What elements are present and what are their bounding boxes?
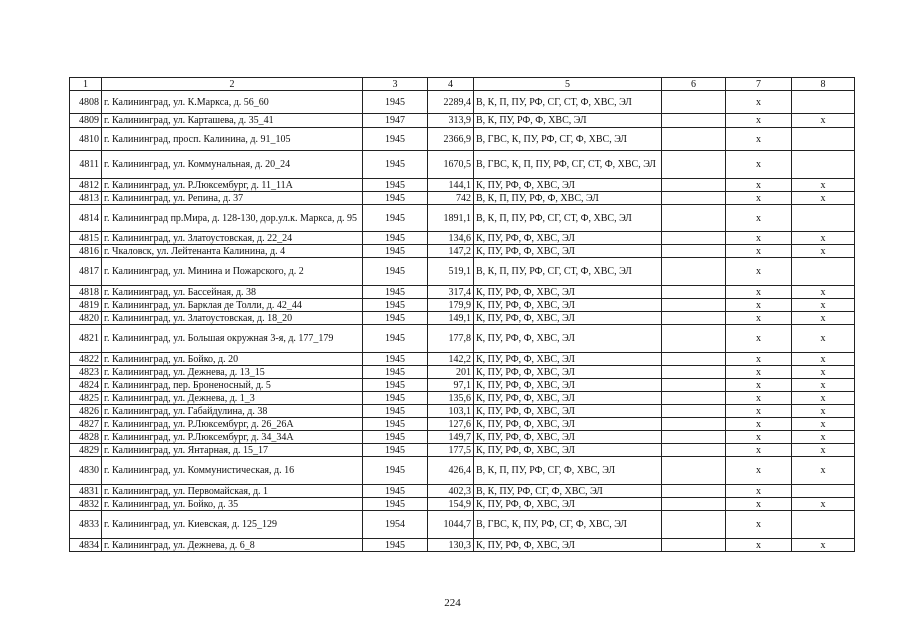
cell-area: 1670,5	[428, 151, 474, 179]
cell-systems: К, ПУ, РФ, Ф, ХВС, ЭЛ	[474, 353, 662, 366]
header-row	[70, 78, 855, 91]
cell-col8-mark: х	[792, 114, 855, 128]
cell-year: 1945	[363, 128, 428, 151]
cell-col7-mark: х	[726, 205, 792, 232]
cell-systems: В, К, П, ПУ, РФ, Ф, ХВС, ЭЛ	[474, 192, 662, 205]
cell-record-number: 4816	[70, 245, 102, 258]
cell-record-number: 4825	[70, 392, 102, 405]
cell-col7-mark: х	[726, 431, 792, 444]
cell-record-number: 4821	[70, 325, 102, 353]
cell-col7-mark: х	[726, 511, 792, 539]
cell-year: 1945	[363, 192, 428, 205]
cell-address: г. Калининград пр.Мира, д. 128-130, дор.ул.к. Маркса, д. 95	[102, 205, 363, 232]
cell-record-number: 4827	[70, 418, 102, 431]
cell-area: 519,1	[428, 258, 474, 286]
cell-address: г. Калининград, ул. Златоустовская, д. 18_20	[102, 312, 363, 325]
table-row	[70, 286, 855, 299]
cell-record-number: 4810	[70, 128, 102, 151]
cell-record-number: 4815	[70, 232, 102, 245]
cell-col7-mark: х	[726, 91, 792, 114]
cell-record-number: 4828	[70, 431, 102, 444]
cell-systems: К, ПУ, РФ, Ф, ХВС, ЭЛ	[474, 312, 662, 325]
cell-area: 149,1	[428, 312, 474, 325]
cell-area: 135,6	[428, 392, 474, 405]
cell-area: 742	[428, 192, 474, 205]
cell-year: 1945	[363, 245, 428, 258]
cell-col6	[662, 192, 726, 205]
col-header-6: 6	[662, 78, 726, 91]
cell-col6	[662, 91, 726, 114]
cell-col8-mark: х	[792, 245, 855, 258]
cell-address: г. Калининград, ул. Дежнева, д. 13_15	[102, 366, 363, 379]
cell-area: 142,2	[428, 353, 474, 366]
cell-area: 313,9	[428, 114, 474, 128]
col-header-2: 2	[102, 78, 363, 91]
cell-year: 1954	[363, 511, 428, 539]
table-row	[70, 232, 855, 245]
table-row	[70, 392, 855, 405]
cell-record-number: 4813	[70, 192, 102, 205]
cell-year: 1945	[363, 232, 428, 245]
cell-year: 1945	[363, 498, 428, 511]
cell-col8-mark: х	[792, 286, 855, 299]
cell-record-number: 4814	[70, 205, 102, 232]
cell-col8-mark: х	[792, 379, 855, 392]
cell-record-number: 4808	[70, 91, 102, 114]
cell-record-number: 4830	[70, 457, 102, 485]
cell-col8-mark: х	[792, 405, 855, 418]
cell-systems: В, К, П, ПУ, РФ, СГ, СТ, Ф, ХВС, ЭЛ	[474, 205, 662, 232]
cell-col6	[662, 431, 726, 444]
cell-year: 1945	[363, 366, 428, 379]
cell-year: 1945	[363, 205, 428, 232]
cell-year: 1945	[363, 258, 428, 286]
cell-systems: К, ПУ, РФ, Ф, ХВС, ЭЛ	[474, 431, 662, 444]
cell-year: 1945	[363, 444, 428, 457]
cell-year: 1947	[363, 114, 428, 128]
cell-address: г. Калининград, просп. Калинина, д. 91_105	[102, 128, 363, 151]
cell-col7-mark: х	[726, 457, 792, 485]
cell-systems: К, ПУ, РФ, Ф, ХВС, ЭЛ	[474, 444, 662, 457]
table-row	[70, 379, 855, 392]
cell-year: 1945	[363, 379, 428, 392]
table-row	[70, 498, 855, 511]
cell-address: г. Калининград, ул. Барклая де Толли, д. 42_44	[102, 299, 363, 312]
cell-address: г. Калининград, ул. Коммунистическая, д. 16	[102, 457, 363, 485]
cell-year: 1945	[363, 392, 428, 405]
cell-col7-mark: х	[726, 405, 792, 418]
cell-year: 1945	[363, 299, 428, 312]
table-body	[70, 91, 855, 552]
cell-systems: В, К, П, ПУ, РФ, СГ, СТ, Ф, ХВС, ЭЛ	[474, 91, 662, 114]
cell-col8-mark: х	[792, 444, 855, 457]
cell-record-number: 4817	[70, 258, 102, 286]
cell-col8-mark: х	[792, 299, 855, 312]
cell-col8-mark: х	[792, 392, 855, 405]
cell-address: г. Калининград, ул. Р.Люксембург, д. 26_26А	[102, 418, 363, 431]
cell-col8-mark: х	[792, 232, 855, 245]
cell-area: 177,5	[428, 444, 474, 457]
table-row	[70, 91, 855, 114]
cell-year: 1945	[363, 485, 428, 498]
cell-systems: К, ПУ, РФ, Ф, ХВС, ЭЛ	[474, 245, 662, 258]
table-row	[70, 405, 855, 418]
cell-col7-mark: х	[726, 379, 792, 392]
cell-address: г. Калининград, ул. Р.Люксембург, д. 11_11А	[102, 179, 363, 192]
table-row	[70, 485, 855, 498]
cell-col6	[662, 128, 726, 151]
cell-systems: К, ПУ, РФ, Ф, ХВС, ЭЛ	[474, 539, 662, 552]
cell-col7-mark: х	[726, 151, 792, 179]
cell-year: 1945	[363, 91, 428, 114]
cell-col7-mark: х	[726, 245, 792, 258]
cell-area: 201	[428, 366, 474, 379]
page-number: 224	[444, 597, 461, 609]
cell-year: 1945	[363, 457, 428, 485]
cell-area: 134,6	[428, 232, 474, 245]
cell-record-number: 4809	[70, 114, 102, 128]
cell-record-number: 4831	[70, 485, 102, 498]
cell-col6	[662, 245, 726, 258]
cell-record-number: 4834	[70, 539, 102, 552]
cell-record-number: 4820	[70, 312, 102, 325]
cell-address: г. Калининград, ул. Карташева, д. 35_41	[102, 114, 363, 128]
cell-address: г. Калининград, ул. Репина, д. 37	[102, 192, 363, 205]
cell-record-number: 4826	[70, 405, 102, 418]
cell-systems: В, К, ПУ, РФ, Ф, ХВС, ЭЛ	[474, 114, 662, 128]
cell-col6	[662, 457, 726, 485]
cell-record-number: 4819	[70, 299, 102, 312]
cell-record-number: 4822	[70, 353, 102, 366]
cell-col8-mark: х	[792, 192, 855, 205]
cell-address: г. Калининград, ул. Златоустовская, д. 22_24	[102, 232, 363, 245]
cell-col6	[662, 299, 726, 312]
cell-systems: В, К, П, ПУ, РФ, СГ, СТ, Ф, ХВС, ЭЛ	[474, 258, 662, 286]
cell-area: 1044,7	[428, 511, 474, 539]
table-row	[70, 114, 855, 128]
cell-address: г. Калининград, ул. Дежнева, д. 6_8	[102, 539, 363, 552]
cell-col6	[662, 418, 726, 431]
cell-col8-mark: х	[792, 353, 855, 366]
cell-area: 127,6	[428, 418, 474, 431]
cell-col6	[662, 498, 726, 511]
table-row	[70, 511, 855, 539]
cell-area: 402,3	[428, 485, 474, 498]
cell-area: 317,4	[428, 286, 474, 299]
table-row	[70, 457, 855, 485]
cell-col8-mark: х	[792, 418, 855, 431]
cell-col6	[662, 379, 726, 392]
cell-address: г. Калининград, ул. Большая окружная 3-я, д. 177_179	[102, 325, 363, 353]
cell-area: 147,2	[428, 245, 474, 258]
cell-col6	[662, 232, 726, 245]
cell-col7-mark: х	[726, 366, 792, 379]
cell-col8-mark: х	[792, 457, 855, 485]
cell-area: 426,4	[428, 457, 474, 485]
cell-record-number: 4818	[70, 286, 102, 299]
table-row	[70, 128, 855, 151]
cell-area: 97,1	[428, 379, 474, 392]
col-header-7: 7	[726, 78, 792, 91]
cell-area: 130,3	[428, 539, 474, 552]
cell-address: г. Калининград, ул. Первомайская, д. 1	[102, 485, 363, 498]
cell-col7-mark: х	[726, 485, 792, 498]
cell-col6	[662, 392, 726, 405]
col-header-4: 4	[428, 78, 474, 91]
cell-col7-mark: х	[726, 128, 792, 151]
cell-area: 103,1	[428, 405, 474, 418]
cell-year: 1945	[363, 286, 428, 299]
cell-address: г. Калининград, ул. Янтарная, д. 15_17	[102, 444, 363, 457]
cell-year: 1945	[363, 539, 428, 552]
cell-col8-mark: х	[792, 498, 855, 511]
cell-record-number: 4823	[70, 366, 102, 379]
cell-col7-mark: х	[726, 392, 792, 405]
cell-col8-mark	[792, 205, 855, 232]
cell-col7-mark: х	[726, 325, 792, 353]
cell-systems: К, ПУ, РФ, Ф, ХВС, ЭЛ	[474, 286, 662, 299]
cell-address: г. Калининград, пер. Броненосный, д. 5	[102, 379, 363, 392]
cell-address: г. Калининград, ул. Минина и Пожарского, д. 2	[102, 258, 363, 286]
cell-col8-mark	[792, 128, 855, 151]
cell-col8-mark: х	[792, 325, 855, 353]
cell-address: г. Калининград, ул. Дежнева, д. 1_3	[102, 392, 363, 405]
cell-systems: В, ГВС, К, ПУ, РФ, СГ, Ф, ХВС, ЭЛ	[474, 511, 662, 539]
cell-address: г. Калининград, ул. Коммунальная, д. 20_24	[102, 151, 363, 179]
cell-area: 149,7	[428, 431, 474, 444]
cell-col7-mark: х	[726, 418, 792, 431]
cell-col8-mark	[792, 511, 855, 539]
cell-record-number: 4824	[70, 379, 102, 392]
table-row	[70, 192, 855, 205]
cell-year: 1945	[363, 405, 428, 418]
cell-systems: В, ГВС, К, ПУ, РФ, СГ, Ф, ХВС, ЭЛ	[474, 128, 662, 151]
cell-systems: К, ПУ, РФ, Ф, ХВС, ЭЛ	[474, 405, 662, 418]
col-header-1: 1	[70, 78, 102, 91]
cell-col8-mark: х	[792, 366, 855, 379]
cell-col7-mark: х	[726, 114, 792, 128]
table-row	[70, 539, 855, 552]
cell-systems: В, ГВС, К, П, ПУ, РФ, СГ, СТ, Ф, ХВС, ЭЛ	[474, 151, 662, 179]
cell-record-number: 4811	[70, 151, 102, 179]
cell-col8-mark	[792, 485, 855, 498]
table-row	[70, 353, 855, 366]
cell-col6	[662, 179, 726, 192]
cell-address: г. Калининград, ул. Бассейная, д. 38	[102, 286, 363, 299]
table-row	[70, 418, 855, 431]
cell-col7-mark: х	[726, 539, 792, 552]
cell-year: 1945	[363, 179, 428, 192]
cell-col7-mark: х	[726, 312, 792, 325]
cell-col8-mark: х	[792, 179, 855, 192]
cell-area: 179,9	[428, 299, 474, 312]
cell-address: г. Калининград, ул. Р.Люксембург, д. 34_34А	[102, 431, 363, 444]
cell-col6	[662, 258, 726, 286]
cell-record-number: 4812	[70, 179, 102, 192]
cell-year: 1945	[363, 312, 428, 325]
registry-table	[69, 77, 855, 552]
cell-address: г. Калининград, ул. Габайдулина, д. 38	[102, 405, 363, 418]
cell-col8-mark	[792, 91, 855, 114]
cell-systems: К, ПУ, РФ, Ф, ХВС, ЭЛ	[474, 498, 662, 511]
cell-year: 1945	[363, 418, 428, 431]
cell-address: г. Калининград, ул. Бойко, д. 35	[102, 498, 363, 511]
cell-col8-mark: х	[792, 539, 855, 552]
cell-systems: К, ПУ, РФ, Ф, ХВС, ЭЛ	[474, 325, 662, 353]
col-header-5: 5	[474, 78, 662, 91]
table-row	[70, 205, 855, 232]
cell-systems: В, К, ПУ, РФ, СГ, Ф, ХВС, ЭЛ	[474, 485, 662, 498]
cell-col6	[662, 151, 726, 179]
cell-area: 2289,4	[428, 91, 474, 114]
cell-col7-mark: х	[726, 444, 792, 457]
cell-address: г. Калининград, ул. К.Маркса, д. 56_60	[102, 91, 363, 114]
cell-year: 1945	[363, 325, 428, 353]
cell-year: 1945	[363, 431, 428, 444]
cell-systems: К, ПУ, РФ, Ф, ХВС, ЭЛ	[474, 379, 662, 392]
cell-year: 1945	[363, 151, 428, 179]
table-row	[70, 151, 855, 179]
cell-record-number: 4833	[70, 511, 102, 539]
cell-record-number: 4832	[70, 498, 102, 511]
table-row	[70, 444, 855, 457]
cell-col8-mark	[792, 151, 855, 179]
cell-col7-mark: х	[726, 192, 792, 205]
cell-col6	[662, 366, 726, 379]
cell-record-number: 4829	[70, 444, 102, 457]
table-row	[70, 245, 855, 258]
cell-systems: К, ПУ, РФ, Ф, ХВС, ЭЛ	[474, 232, 662, 245]
cell-col7-mark: х	[726, 353, 792, 366]
table-row	[70, 258, 855, 286]
table-row	[70, 179, 855, 192]
cell-col6	[662, 114, 726, 128]
cell-col7-mark: х	[726, 179, 792, 192]
cell-systems: К, ПУ, РФ, Ф, ХВС, ЭЛ	[474, 366, 662, 379]
cell-col6	[662, 405, 726, 418]
cell-area: 154,9	[428, 498, 474, 511]
table-row	[70, 312, 855, 325]
cell-systems: К, ПУ, РФ, Ф, ХВС, ЭЛ	[474, 179, 662, 192]
cell-area: 2366,9	[428, 128, 474, 151]
cell-col6	[662, 325, 726, 353]
cell-col8-mark: х	[792, 312, 855, 325]
cell-col6	[662, 539, 726, 552]
cell-systems: К, ПУ, РФ, Ф, ХВС, ЭЛ	[474, 392, 662, 405]
cell-systems: К, ПУ, РФ, Ф, ХВС, ЭЛ	[474, 418, 662, 431]
cell-year: 1945	[363, 353, 428, 366]
cell-col6	[662, 312, 726, 325]
table-row	[70, 299, 855, 312]
table-row	[70, 431, 855, 444]
table-row	[70, 325, 855, 353]
table-row	[70, 366, 855, 379]
cell-col6	[662, 353, 726, 366]
cell-systems: В, К, П, ПУ, РФ, СГ, Ф, ХВС, ЭЛ	[474, 457, 662, 485]
cell-col6	[662, 205, 726, 232]
cell-col7-mark: х	[726, 286, 792, 299]
cell-col8-mark: х	[792, 431, 855, 444]
cell-col6	[662, 444, 726, 457]
col-header-3: 3	[363, 78, 428, 91]
cell-col6	[662, 511, 726, 539]
cell-address: г. Калининград, ул. Бойко, д. 20	[102, 353, 363, 366]
cell-address: г. Чкаловск, ул. Лейтенанта Калинина, д. 4	[102, 245, 363, 258]
cell-col7-mark: х	[726, 258, 792, 286]
cell-col7-mark: х	[726, 232, 792, 245]
col-header-8: 8	[792, 78, 855, 91]
cell-col6	[662, 485, 726, 498]
cell-systems: К, ПУ, РФ, Ф, ХВС, ЭЛ	[474, 299, 662, 312]
cell-area: 177,8	[428, 325, 474, 353]
cell-area: 144,1	[428, 179, 474, 192]
cell-col6	[662, 286, 726, 299]
cell-col8-mark	[792, 258, 855, 286]
cell-address: г. Калининград, ул. Киевская, д. 125_129	[102, 511, 363, 539]
cell-area: 1891,1	[428, 205, 474, 232]
cell-col7-mark: х	[726, 299, 792, 312]
cell-col7-mark: х	[726, 498, 792, 511]
